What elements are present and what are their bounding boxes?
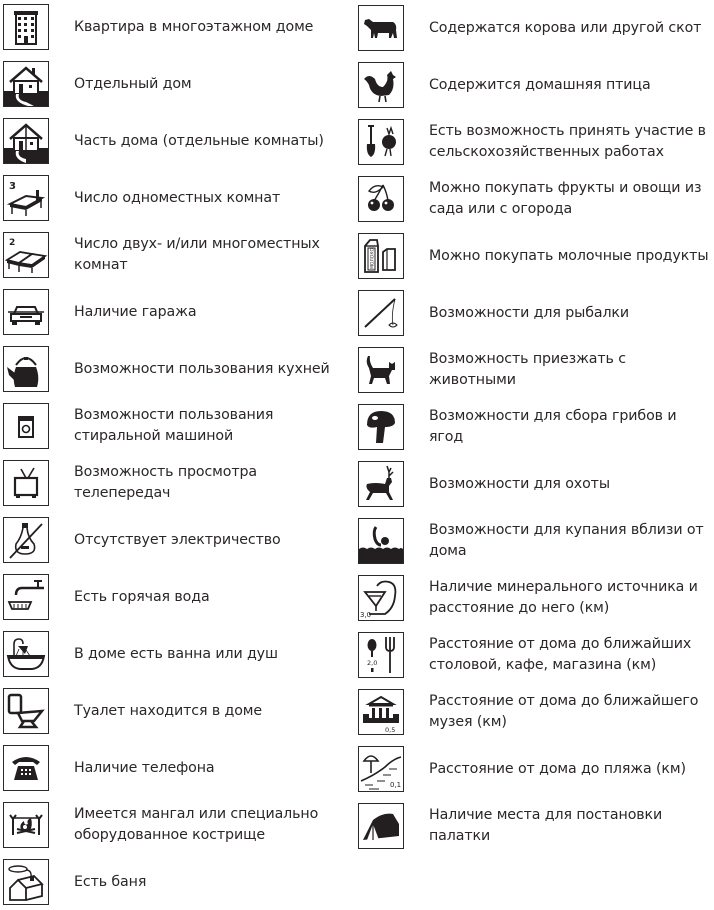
- legend-item: [3, 744, 214, 792]
- legend-label: Содержится домашняя птица: [429, 76, 651, 93]
- legend-label: Часть дома (отдельные комнаты): [74, 132, 324, 149]
- legend-item: [358, 460, 610, 508]
- bed-count: 2: [9, 238, 16, 248]
- legend-item: [358, 574, 714, 622]
- legend-label: Число двух- и/или многоместных комнат: [74, 236, 320, 273]
- legend-item: [3, 231, 353, 279]
- legend-label: Можно покупать молочные продукты: [429, 247, 709, 264]
- legend-label: Возможности для купания вблизи от дома: [429, 522, 704, 559]
- car-icon: [3, 289, 49, 335]
- legend-label: Возможность просмотра телепередач: [74, 464, 258, 501]
- mushroom-icon: [358, 404, 404, 450]
- kettle-icon: [3, 346, 49, 392]
- legend-label: В доме есть ванна или душ: [74, 645, 278, 662]
- single-bed-icon: [3, 175, 49, 221]
- legend-item: [358, 688, 714, 736]
- legend-label: Возможности пользования кухней: [74, 360, 330, 377]
- distance-value: 2,0: [367, 659, 378, 667]
- distance-value: 3,0: [360, 611, 372, 619]
- legend-label: Возможности для сбора грибов и ягод: [429, 408, 677, 445]
- legend-item: [358, 631, 714, 679]
- spoon-fork-icon: [358, 632, 404, 678]
- legend-label: Расстояние от дома до ближайших столовой, кафе, магазина (км): [429, 636, 692, 673]
- distance-value: 0,5: [385, 726, 396, 734]
- legend-item: [3, 687, 262, 735]
- legend-item: [3, 573, 210, 621]
- detached-house-icon: [3, 61, 49, 107]
- legend-item: [358, 289, 629, 337]
- legend-item: [3, 858, 146, 906]
- legend-label: Содержатся корова или другой скот: [429, 19, 702, 36]
- cow-icon: [358, 5, 404, 51]
- legend-item: [358, 61, 651, 109]
- shovel-beet-icon: [358, 119, 404, 165]
- milk-carton-icon: [358, 233, 404, 279]
- distance-value: 0,1: [390, 781, 402, 789]
- bed-count: 3: [9, 181, 16, 192]
- legend-item: [3, 174, 280, 222]
- legend-label: Возможность приезжать с животными: [429, 351, 626, 388]
- legend-label: Наличие минерального источника и расстояние до него (км): [429, 579, 698, 616]
- legend-label: Можно покупать фрукты и овощи из сада или с огорода: [429, 180, 702, 217]
- legend-label: Отсутствует электричество: [74, 531, 281, 548]
- bathtub-shower-icon: [3, 631, 49, 677]
- legend-item: [3, 3, 313, 51]
- legend-label: Квартира в многоэтажном доме: [74, 18, 314, 35]
- legend-item: [3, 630, 278, 678]
- legend-label: Есть возможность принять участие в сельскохозяйственных работах: [429, 123, 706, 160]
- house-part-icon: [3, 118, 49, 164]
- milk-carton-label: МОЛОКО: [370, 247, 376, 269]
- deer-icon: [358, 461, 404, 507]
- legend-item: [3, 288, 196, 336]
- legend-item: [358, 403, 714, 451]
- mineral-spring-icon: [358, 575, 404, 621]
- legend-item: [3, 801, 353, 849]
- no-electricity-lamp-icon: [3, 517, 49, 563]
- double-bed-icon: [3, 232, 49, 278]
- toilet-icon: [3, 688, 49, 734]
- legend-label: Наличие телефона: [74, 759, 215, 776]
- grill-campfire-icon: [3, 802, 49, 848]
- legend-label: Есть баня: [74, 873, 147, 890]
- telephone-icon: [3, 745, 49, 791]
- museum-icon: [358, 689, 404, 735]
- legend-label: Туалет находится в доме: [74, 702, 263, 719]
- fishing-rod-icon: [358, 290, 404, 336]
- legend-item: [358, 118, 714, 166]
- legend-label: Наличие гаража: [74, 303, 197, 320]
- legend-label: Возможности пользования стиральной машиной: [74, 407, 274, 444]
- legend-item: [358, 802, 714, 850]
- legend-label: Есть горячая вода: [74, 588, 210, 605]
- legend-item: [3, 117, 324, 165]
- legend-label: Возможности для рыбалки: [429, 304, 630, 321]
- legend-label: Отдельный дом: [74, 75, 192, 92]
- legend-label: Число одноместных комнат: [74, 189, 281, 206]
- legend-label: Возможности для охоты: [429, 475, 610, 492]
- legend-item: [358, 346, 714, 394]
- bathhouse-icon: [3, 859, 49, 905]
- tv-icon: [3, 460, 49, 506]
- hot-water-tap-icon: [3, 574, 49, 620]
- cat-icon: [358, 347, 404, 393]
- legend-label: Имеется мангал или специально оборудованное кострище: [74, 806, 319, 843]
- cherries-icon: [358, 176, 404, 222]
- legend-item: [3, 402, 353, 450]
- legend-item: [358, 4, 701, 52]
- legend-item: [358, 745, 686, 793]
- legend-item: [3, 60, 192, 108]
- legend-item: [3, 459, 353, 507]
- rooster-icon: [358, 62, 404, 108]
- swimmer-icon: [358, 518, 404, 564]
- apartment-building-icon: [3, 4, 49, 50]
- legend-label: Наличие места для постановки палатки: [429, 807, 663, 844]
- legend-item: [3, 516, 281, 564]
- beach-umbrella-icon: [358, 746, 404, 792]
- legend-item: [358, 175, 714, 223]
- legend-item: [358, 232, 708, 280]
- legend-label: Расстояние от дома до ближайшего музея (км): [429, 693, 699, 730]
- legend-label: Расстояние от дома до пляжа (км): [429, 760, 686, 777]
- legend-item: [358, 517, 714, 565]
- tent-icon: [358, 803, 404, 849]
- washing-machine-icon: [3, 403, 49, 449]
- legend-item: [3, 345, 330, 393]
